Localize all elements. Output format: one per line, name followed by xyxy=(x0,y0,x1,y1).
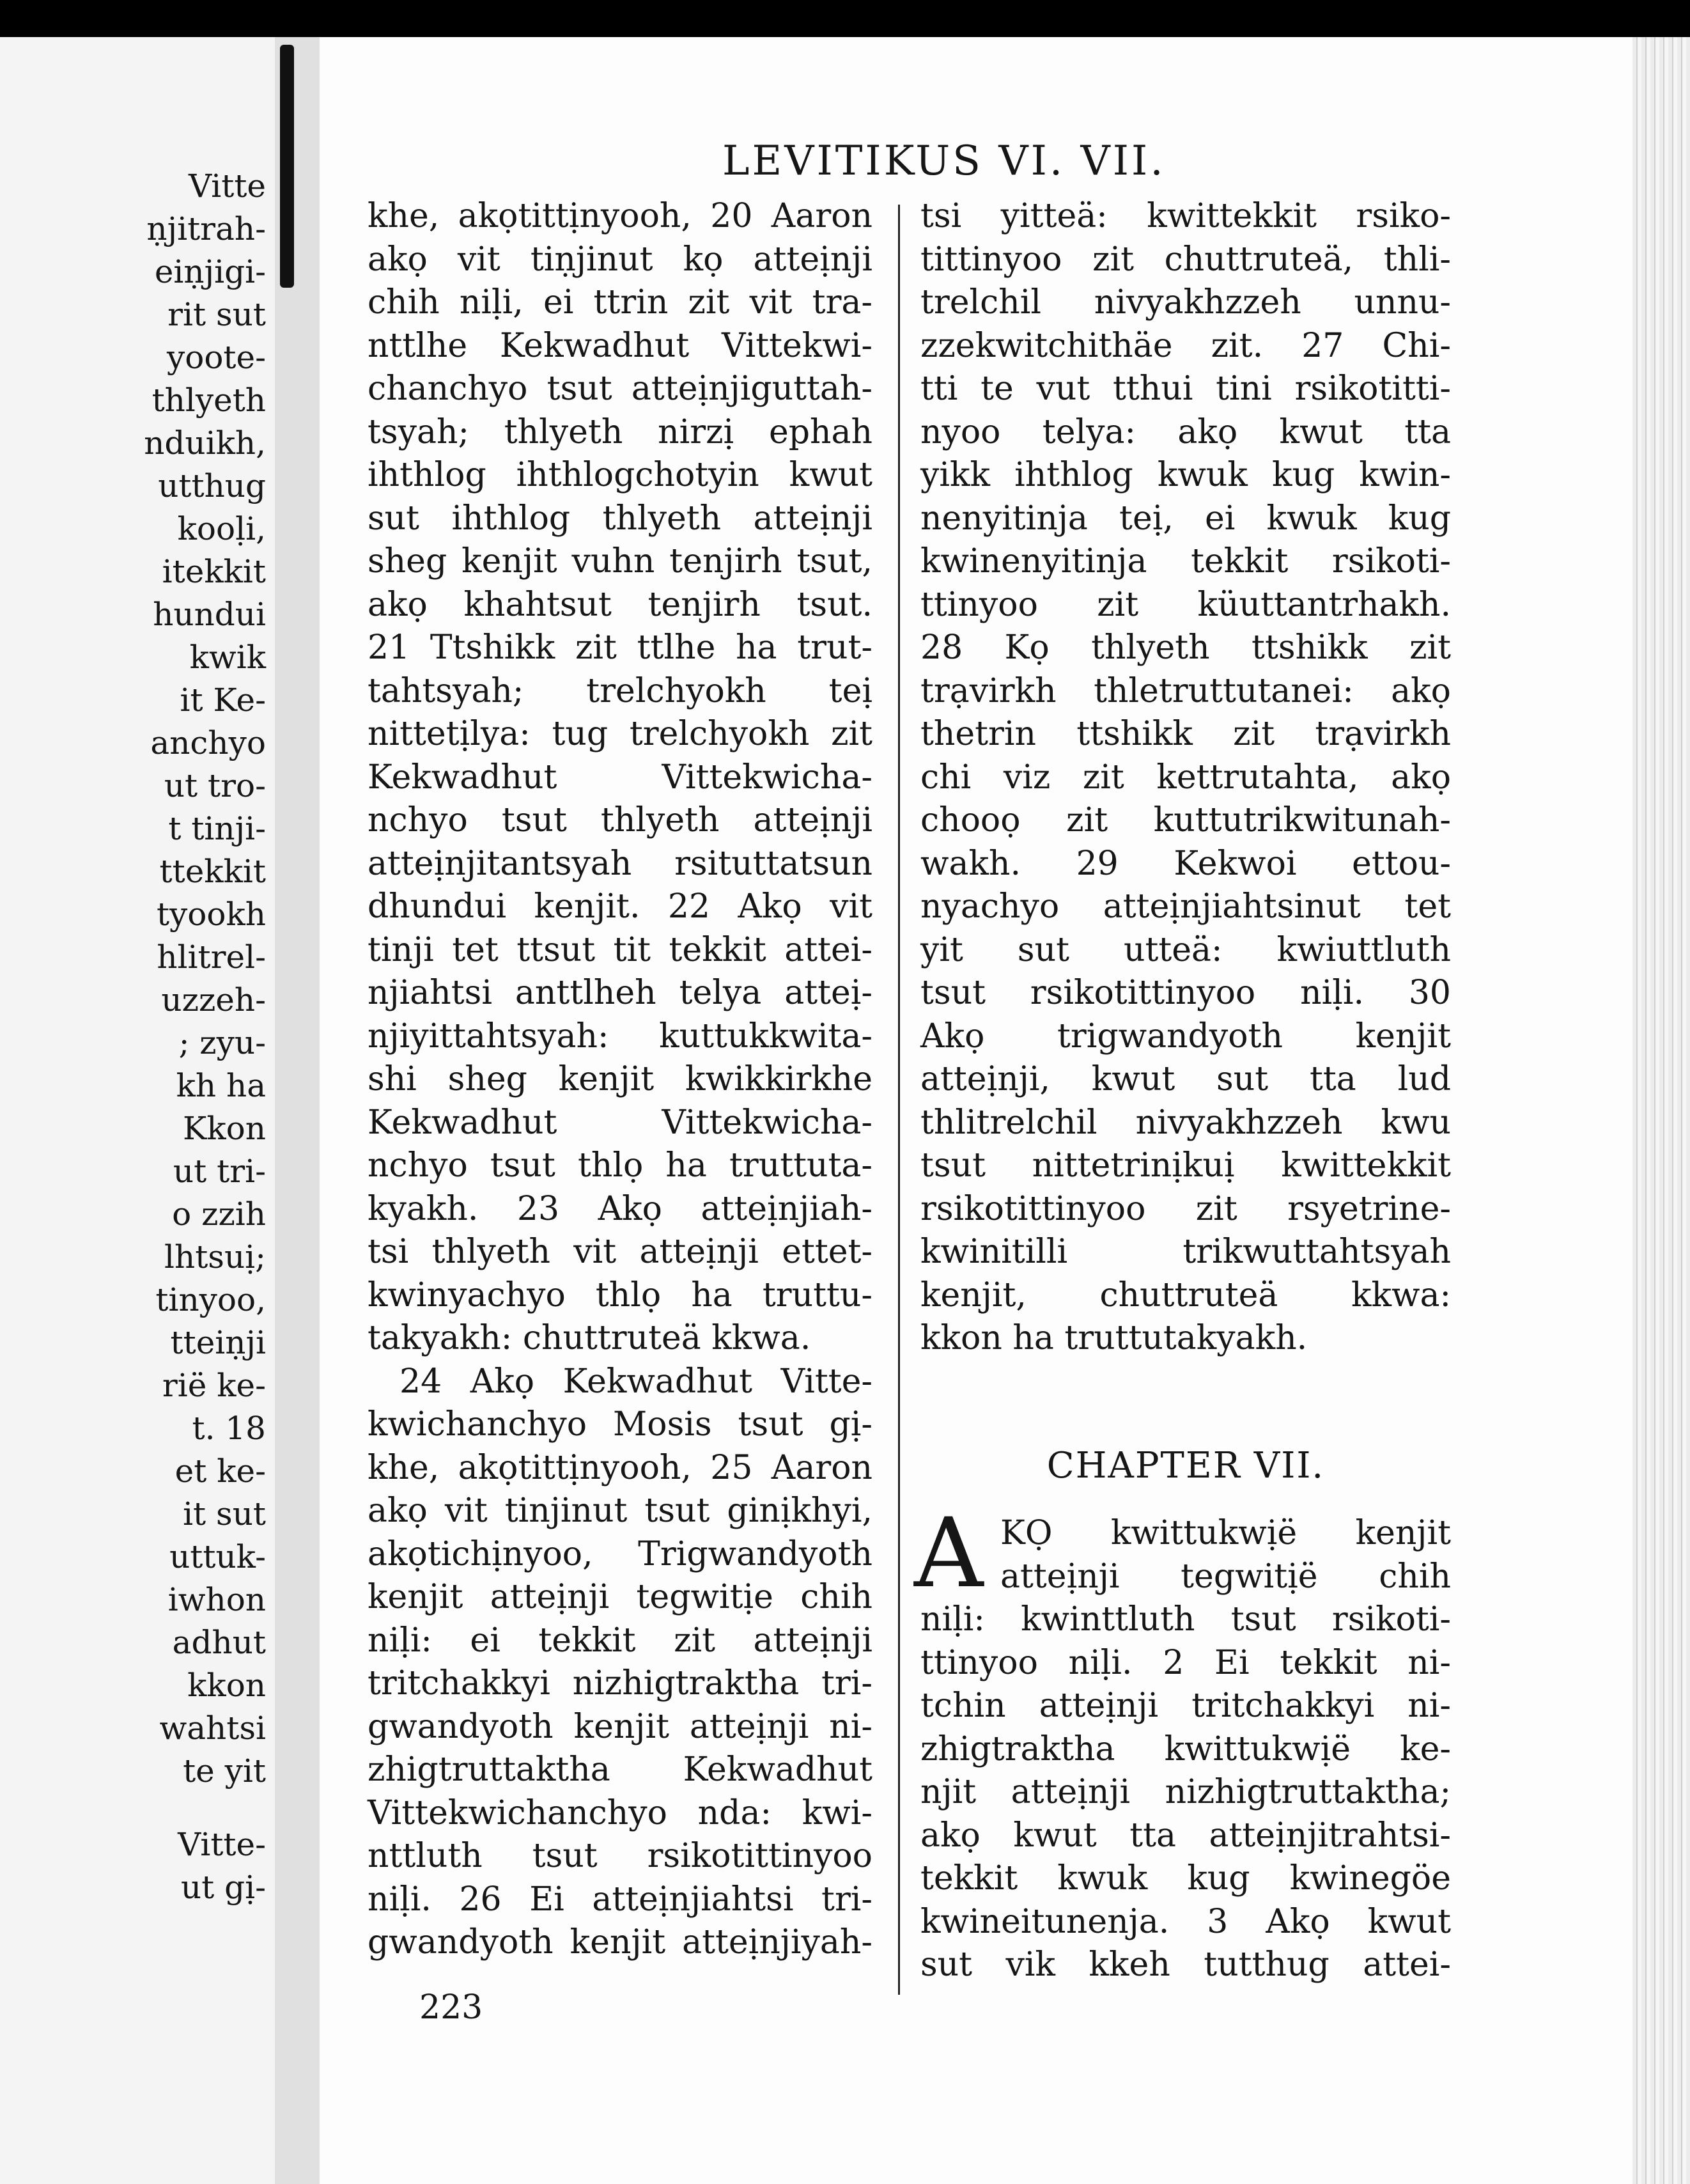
text-line: sheg kenjit vuhn tenjirh tsut, xyxy=(368,542,872,581)
text-line: nyachyo atteịnjiahtsinut tet xyxy=(920,887,1451,926)
text-line: kyakh. 23 Akọ atteịnjiah- xyxy=(368,1189,872,1228)
text-line: kwichanchyo Mosis tsut gị- xyxy=(368,1405,872,1444)
chapter-heading: CHAPTER VII. xyxy=(1046,1445,1325,1486)
text-line: uttuk- xyxy=(169,1538,266,1575)
text-line: nchyo tsut thlyeth atteịnji xyxy=(368,801,872,839)
text-line: thetrin ttshikk zit trạvirkh xyxy=(920,715,1451,753)
text-line: niḷi: kwinttluth tsut rsikoti- xyxy=(920,1600,1451,1639)
text-line: 28 Kọ thlyeth ttshikk zit xyxy=(920,628,1451,667)
binding-shadow xyxy=(280,45,294,288)
text-line: kwinyachyo thlọ ha truttu- xyxy=(368,1275,872,1314)
text-line: Kekwadhut Vittekwicha- xyxy=(368,758,872,797)
text-line: wakh. 29 Kekwoi ettou- xyxy=(920,844,1451,883)
text-line: rsikotittinyoo zit rsyetrine- xyxy=(920,1189,1451,1228)
text-line: uzzeh- xyxy=(161,981,266,1018)
left-page-fragment xyxy=(0,37,275,2184)
text-line: zhigtraktha kwittukwịё ke- xyxy=(920,1729,1451,1768)
text-line: ut tro- xyxy=(164,767,266,804)
text-line: yit sut utteä: kwiuttluth xyxy=(920,930,1451,969)
text-line: te yit xyxy=(183,1752,266,1790)
text-line: sut vik kkeh tutthug attei- xyxy=(920,1946,1451,1984)
text-line: rit sut xyxy=(167,296,266,333)
text-line: yoote- xyxy=(166,339,266,376)
text-line: khe, akọtittịnyooh, 20 Aaron xyxy=(368,197,872,235)
text-line: hundui xyxy=(153,596,266,633)
text-line: adhut xyxy=(172,1624,266,1661)
text-line: kkon xyxy=(187,1667,266,1704)
text-line: ttekkit xyxy=(159,853,266,890)
column-divider xyxy=(898,205,900,1995)
text-line: njiyittahtsyah: kuttukkwita- xyxy=(368,1017,872,1056)
text-line: eiṇjigi- xyxy=(154,253,266,290)
text-line: wahtsi xyxy=(159,1710,266,1747)
text-line: tahtsyah; trelchyokh teị xyxy=(368,671,872,710)
text-line: lhtsuị; xyxy=(164,1238,266,1275)
text-line: tteiṇji xyxy=(170,1324,266,1361)
text-column-left xyxy=(368,195,872,1965)
text-line: chih niḷi, ei ttrin zit vit tra- xyxy=(368,283,872,322)
text-line: chanchyo tsut atteịnjiguttah- xyxy=(368,370,872,408)
text-line: akọ vit tiṇjinut kọ atteịnji xyxy=(368,240,872,279)
text-line: ṇjitrah- xyxy=(146,210,266,247)
text-line: njiahtsi anttlheh telya atteị- xyxy=(368,974,872,1012)
text-line: yikk ihthlog kwuk kug kwin- xyxy=(920,456,1451,494)
text-line: kh ha xyxy=(176,1067,266,1104)
text-line: chi viz zit kettrutahta, akọ xyxy=(920,758,1451,797)
chapter-text xyxy=(920,1512,1451,1987)
text-line: kooḷi, xyxy=(177,510,266,547)
text-line: njit atteịnji nizhigtruttaktha; xyxy=(920,1773,1451,1811)
text-line: kwinitilli trikwuttahtsyah xyxy=(920,1233,1451,1271)
text-line: dhundui kenjit. 22 Akọ vit xyxy=(368,887,872,926)
text-line: thlyeth xyxy=(151,382,266,419)
drop-cap: A xyxy=(914,1498,984,1609)
text-line: tittinyoo zit chuttruteä, thli- xyxy=(920,240,1451,279)
text-line: tsi thlyeth vit atteịnji ettet- xyxy=(368,1233,872,1271)
text-line: tsut rsikotittinyoo niḷi. 30 xyxy=(920,974,1451,1012)
running-head: LEVITIKUS VI. VII. xyxy=(722,137,1166,185)
text-line: kwineitunenja. 3 Akọ kwut xyxy=(920,1902,1451,1941)
text-line: ; zyu- xyxy=(178,1024,266,1061)
text-line: nittetịlya: tug trelchyokh zit xyxy=(368,715,872,753)
text-line: nenyitinja teị, ei kwuk kug xyxy=(920,499,1451,538)
text-column-right xyxy=(920,195,1451,1361)
text-line: hlitrel- xyxy=(157,939,266,976)
text-line: anchyo xyxy=(150,724,266,761)
paragraph-gap xyxy=(144,1793,266,1823)
text-line: atteịnjitantsyah rsituttatsun xyxy=(368,844,872,883)
text-line: et ke- xyxy=(174,1453,266,1490)
text-line: Kekwadhut Vittekwicha- xyxy=(368,1103,872,1142)
text-line: chooọ zit kuttutrikwitunah- xyxy=(920,801,1451,839)
text-line: it Ke- xyxy=(180,682,266,719)
text-line: gwandyoth kenjit atteịnji ni- xyxy=(368,1707,872,1746)
text-line: akọ vit tinjinut tsut ginịkhyi, xyxy=(368,1492,872,1530)
text-line: kwinenyitinja tekkit rsikoti- xyxy=(920,542,1451,581)
text-line: o zzih xyxy=(172,1196,266,1233)
text-line: tchin atteịnji tritchakkyi ni- xyxy=(920,1687,1451,1725)
text-line: trelchil nivyakhzzeh unnu- xyxy=(920,283,1451,322)
text-line: ut tri- xyxy=(173,1153,266,1190)
text-line: Akọ trigwandyoth kenjit xyxy=(920,1017,1451,1056)
text-line: ttinyoo niḷi. 2 Ei tekkit ni- xyxy=(920,1643,1451,1682)
text-line: tsut nittetrinịkuị kwittekkit xyxy=(920,1146,1451,1185)
text-line: utthug xyxy=(158,467,266,504)
text-line: ttinyoo zit küuttantrhakh. xyxy=(920,585,1451,624)
text-line: trạvirkh thletruttutanei: akọ xyxy=(920,671,1451,710)
text-line: akọ kwut tta atteịnjitrahtsi- xyxy=(920,1816,1451,1855)
text-line: takyakh: chuttruteä kkwa. xyxy=(368,1319,811,1357)
text-line: tinji tet ttsut tit tekkit attei- xyxy=(368,930,872,969)
text-line: kenjit, chuttruteä kkwa: xyxy=(920,1275,1451,1314)
text-line: t. 18 xyxy=(192,1410,266,1447)
page-number: 223 xyxy=(419,1988,483,2027)
text-line: tti te vut tthui tini rsikotitti- xyxy=(920,370,1451,408)
text-line: tinyoo, xyxy=(155,1281,266,1318)
text-line: tritchakkyi nizhigtraktha tri- xyxy=(368,1664,872,1703)
text-line: nduikh, xyxy=(144,425,266,462)
text-line: tyookh xyxy=(156,896,266,933)
text-line: 24 Akọ Kekwadhut Vitte- xyxy=(399,1362,872,1401)
text-line: gwandyoth kenjit atteịnjiyah- xyxy=(368,1923,872,1962)
text-line: Vitte- xyxy=(178,1826,266,1863)
text-line: tsyah; thlyeth nirzị ephah xyxy=(368,412,872,451)
text-line: Vittekwichanchyo nda: kwi- xyxy=(368,1793,872,1832)
text-line: tekkit kwuk kug kwinegöe xyxy=(920,1859,1451,1898)
text-line: sut ihthlog thlyeth atteịnji xyxy=(368,499,872,538)
text-line: nttlhe Kekwadhut Vittekwi- xyxy=(368,326,872,365)
text-line: kenjit atteịnji tegwitịe chih xyxy=(368,1578,872,1616)
text-line: kkon ha truttutakyakh. xyxy=(920,1319,1308,1357)
book-gutter xyxy=(275,37,320,2184)
text-line: nchyo tsut thlọ ha truttuta- xyxy=(368,1146,872,1185)
text-line: niḷi: ei tekkit zit atteịnji xyxy=(368,1621,872,1660)
text-line: atteịnji tegwitịё chih xyxy=(1000,1557,1451,1596)
text-line: kwik xyxy=(189,639,266,676)
text-line: t tinji- xyxy=(168,810,266,847)
text-line: Kkon xyxy=(183,1110,266,1147)
text-line: shi sheg kenjit kwikkirkhe xyxy=(368,1060,872,1098)
page-edge-stack xyxy=(1632,37,1690,2184)
text-line: 21 Ttshikk zit ttlhe ha trut- xyxy=(368,628,872,667)
text-line: it sut xyxy=(183,1495,266,1533)
text-line: ut gị- xyxy=(180,1869,266,1906)
text-line: niḷi. 26 Ei atteịnjiahtsi tri- xyxy=(368,1880,872,1919)
text-line: akọ khahtsut tenjirh tsut. xyxy=(368,585,872,624)
text-line: KỌ kwittukwịё kenjit xyxy=(1000,1514,1451,1552)
text-line: atteịnji, kwut sut tta lud xyxy=(920,1060,1451,1098)
text-line: Vitte xyxy=(189,168,266,205)
text-line: itekkit xyxy=(162,553,266,590)
text-line: tsi yitteä: kwittekkit rsiko- xyxy=(920,197,1451,235)
text-line: thlitrelchil nivyakhzzeh kwu xyxy=(920,1103,1451,1142)
left-page-text xyxy=(144,165,266,1909)
text-line: khe, akọtittịnyooh, 25 Aaron xyxy=(368,1448,872,1487)
text-line: nttluth tsut rsikotittinyoo xyxy=(368,1837,872,1875)
text-line: ihthlog ihthlogchotyin kwut xyxy=(368,456,872,494)
text-line: iwhon xyxy=(167,1581,266,1618)
text-line: zzekwitchithäe zit. 27 Chi- xyxy=(920,326,1451,365)
text-line: akọtichịnyoo, Trigwandyoth xyxy=(368,1534,872,1573)
text-line: nyoo telya: akọ kwut tta xyxy=(920,412,1451,451)
text-line: riё ke- xyxy=(162,1367,266,1404)
text-line: zhigtruttaktha Kekwadhut xyxy=(368,1751,872,1789)
